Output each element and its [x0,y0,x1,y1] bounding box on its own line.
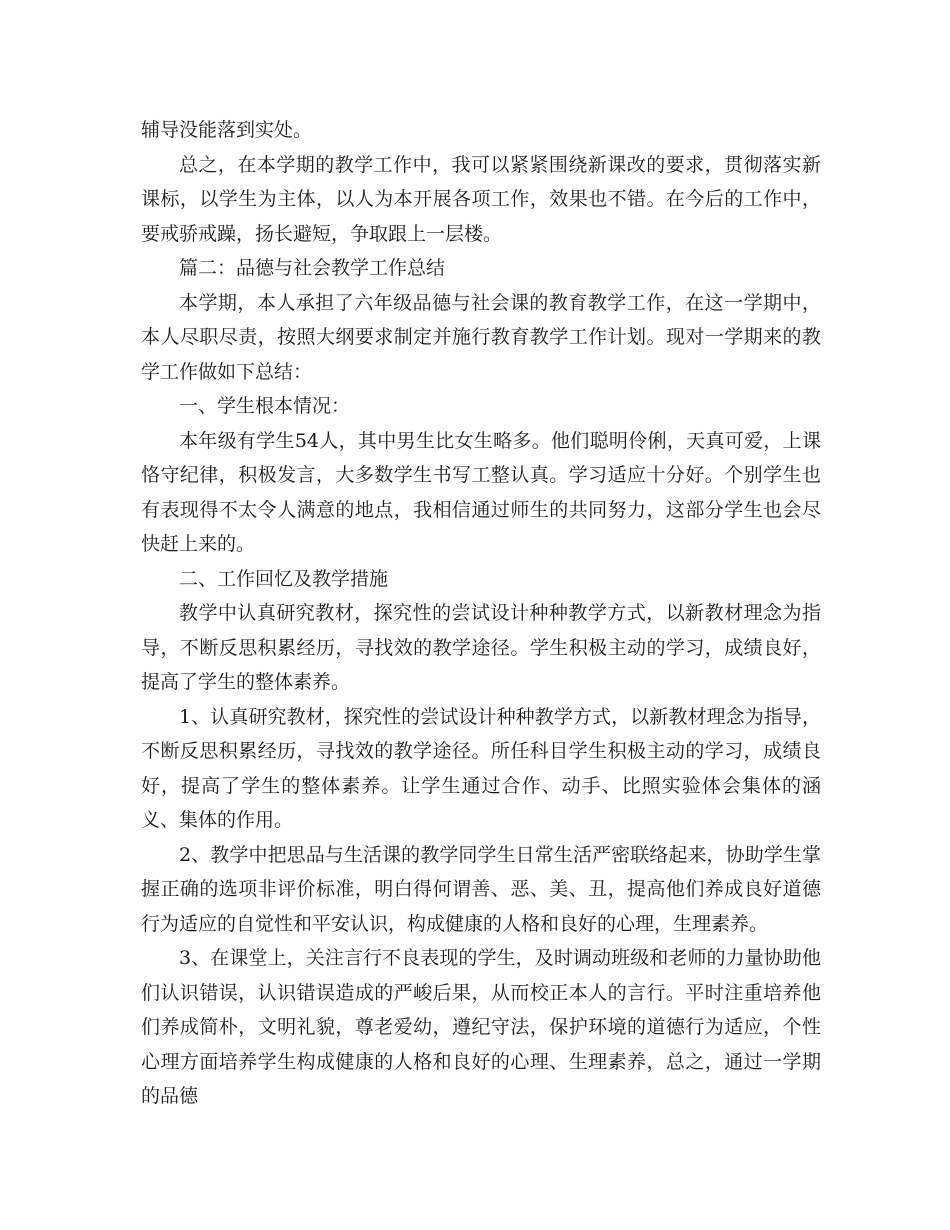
section-heading-part-two: 篇二：品德与社会教学工作总结 [179,257,446,279]
list-item-2: 2、教学中把思品与生活课的教学同学生日常生活严密联络起来，协助学生掌握正确的选项非评价标准，明白得何谓善、恶、美、丑，提高他们养成良好道德行为适应的自觉性和平安认识，构成健康的人格和良好的心理，生理素养。 [141,843,821,935]
paragraph-continuation: 辅导没能落到实处。 [141,119,313,141]
paragraph-summary: 总之，在本学期的教学工作中，我可以紧紧围绕新课改的要求，贯彻落实新课标，以学生为主体，以人为本开展各项工作，效果也不错。在今后的工作中，要戒骄戒躁，扬长避短，争取跟上一层楼。 [141,153,821,245]
list-item-1: 1、认真研究教材，探究性的尝试设计种种教学方式，以新教材理念为指导，不断反思积累经历，寻找效的教学途径。所任科目学生积极主动的学习，成绩良好，提高了学生的整体素养。让学生通过合作、动手、比照实验体会集体的涵义、集体的作用。 [141,705,821,831]
heading-student-situation: 一、学生根本情况： [179,395,351,417]
heading-work-review: 二、工作回忆及教学措施 [179,567,389,590]
paragraph-intro: 本学期，本人承担了六年级品德与社会课的教育教学工作，在这一学期中，本人尽职尽责，按照大纲要求制定并施行教育教学工作计划。现对一学期来的教学工作做如下总结： [141,291,821,383]
paragraph-work-review: 教学中认真研究教材，探究性的尝试设计种种教学方式，以新教材理念为指导，不断反思积累经历，寻找效的教学途径。学生积极主动的学习，成绩良好，提高了学生的整体素养。 [141,602,821,693]
document-page [141,113,821,1114]
paragraph-student-situation: 本年级有学生54人，其中男生比女生略多。他们聪明伶俐，天真可爱，上课恪守纪律，积极发言，大多数学生书写工整认真。学习适应十分好。个别学生也有表现得不太令人满意的地点，我相信通过师生的共同努力，这部分学生也会尽快赶上来的。 [141,429,821,555]
list-item-3: 3、在课堂上，关注言行不良表现的学生，及时调动班级和老师的力量协助他们认识错误，认识错误造成的严峻后果，从而校正本人的言行。平时注重培养他们养成简朴，文明礼貌，尊老爱幼，遵纪守法，保护环境的道德行为适应，个性心理方面培养学生构成健康的人格和良好的心理、生理素养，总之，通过一学期的品德 [141,947,821,1107]
